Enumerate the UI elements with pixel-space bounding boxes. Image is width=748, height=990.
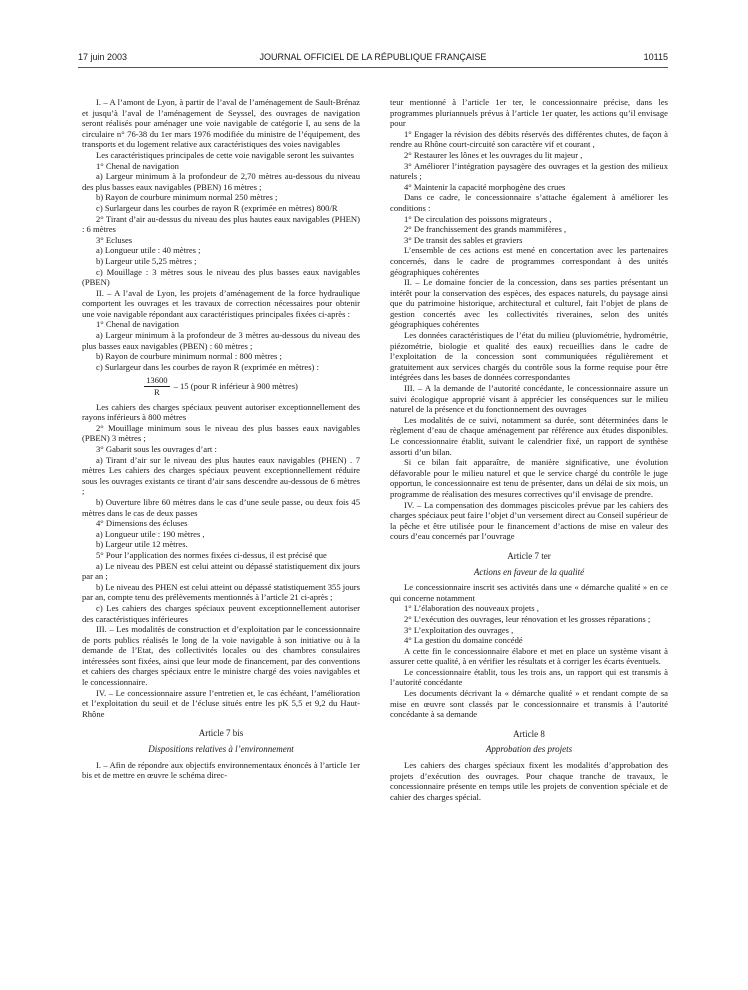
- paragraph: Les caractéristiques principales de cette voie navigable seront les suivantes: [96, 149, 354, 160]
- paragraph: a) Largeur minimum à la profondeur de 3 mètres au-dessous du niveau des plus basses eaux navigables (PBEN) : 60 mètres ;: [82, 330, 360, 351]
- paragraph: b) Ouverture libre 60 mètres dans le cas d’une seule passe, ou deux fois 45 mètres dans le cas de deux passes: [82, 496, 360, 518]
- paragraph: b) Le niveau des PHEN est celui atteint ou dépassé statistiquement 355 jours par an, compte tenu des prélèvements mentionnés à l’article 21 ci-après ;: [82, 581, 360, 603]
- paragraph: 2° Restaurer les lônes et les ouvrages du lit majeur ,: [404, 149, 583, 160]
- paragraph: c) Mouillage : 3 mètres sous le niveau des plus basses eaux navigables (PBEN): [82, 266, 360, 288]
- paragraph: Le concessionnaire établit, tous les trois ans, un rapport qui est transmis à l’autorité concédante: [390, 666, 668, 688]
- paragraph: 5° Pour l’application des normes fixées ci-dessus, il est précisé que: [96, 549, 327, 560]
- paragraph: Dans ce cadre, le concessionnaire s’attache également à améliorer les conditions :: [390, 192, 668, 213]
- left-column: [82, 97, 360, 781]
- page-number: 10115: [643, 52, 668, 62]
- paragraph: b) Rayon de courbure minimum normal 250 mètres ;: [96, 192, 278, 203]
- paragraph: 4° Maintenir la capacité morphogène des crues: [404, 181, 566, 192]
- paragraph: 2° L’exécution des ouvrages, leur rénovation et les grosses réparations ;: [404, 613, 651, 624]
- paragraph: Les cahiers des charges spéciaux fixent les modalités d’approbation des projets d’exécution des ouvrages. Pour chaque tranche de travaux, le concessionnaire présente en temps utile les projets de convention spéciale et de cahier des charges spécial.: [390, 760, 668, 802]
- paragraph: IV. – La compensation des dommages piscicoles prévue par les cahiers des charges spéciaux peut faire l’objet d’un versement direct au Conseil supérieur de la pêche et être utilisée pour le financement d’actions de mise en valeur des cours d’eau concernés par l’ouvrage: [390, 499, 668, 542]
- paragraph: c) Surlargeur dans les courbes de rayon R (exprimée en mètres) :: [96, 361, 319, 372]
- formula-numerator: 13600: [146, 375, 168, 386]
- article-subheading: Actions en faveur de la qualité: [473, 566, 585, 577]
- paragraph: 1° L’élaboration des nouveaux projets ,: [404, 603, 539, 614]
- paragraph: 3° De transit des sables et graviers: [404, 234, 523, 245]
- paragraph: 3° L’exploitation des ouvrages ,: [404, 624, 514, 635]
- paragraph: Les documents décrivant la « démarche qualité » et rendant compte de sa mise en œuvre sont classés par le concessionnaire et transmis à l’autorité concédante à sa demande: [390, 688, 668, 720]
- paragraph: 2° Tirant d’air au-dessus du niveau des plus hautes eaux navigables (PHEN) : 6 mètres: [82, 213, 360, 235]
- formula-fraction: [144, 375, 169, 397]
- paragraph: II. – Le domaine foncier de la concession, dans ses parties présentant un intérêt pour la conservation des espèces, des espaces naturels, du paysage ainsi que du patrimoine historique, architectural et culturel, fait l’objet de plans de gestion concertés avec les collectivités riveraines, selon des unités géographiques cohérentes: [390, 277, 668, 330]
- paragraph: c) Les cahiers des charges spéciaux peuvent exceptionnellement autoriser des caractéristiques inférieures: [82, 602, 360, 624]
- paragraph: 3° Améliorer l’intégration paysagère des ouvrages et la gestion des milieux naturels ;: [390, 160, 668, 182]
- paragraph: II. – A l’aval de Lyon, les projets d’aménagement de la force hydraulique comportent les ouvrages et les travaux de correction nécessaires pour obtenir une voie navigable répondant aux caractéristiques principales fixées ci-après :: [82, 287, 360, 319]
- paragraph: 2° De franchissement des grands mammifères ,: [404, 224, 567, 235]
- paragraph: 1° Engager la révision des débits réservés des différentes chutes, de façon à rendre au Rhône court-circuité son caractère vif et courant ,: [390, 128, 668, 150]
- article-heading: Article 7 bis: [198, 728, 244, 739]
- paragraph: Les modalités de ce suivi, notamment sa durée, sont déterminées dans le règlement d’eau de chaque aménagement par référence aux études disponibles. Le concessionnaire établit, suivant le calendrier fixé, un rapport de synthèse assorti d’un bilan.: [390, 414, 668, 457]
- article-subheading: Approbation des projets: [485, 744, 573, 755]
- paragraph: L’ensemble de ces actions est mené en concertation avec les partenaires concernés, dans le cadre de programmes correspondant à des unités géographiques cohérentes: [390, 245, 668, 277]
- paragraph: 4° Dimensions des écluses: [96, 518, 188, 529]
- paragraph: Le concessionnaire inscrit ses activités dans une « démarche qualité » en ce qui concerne notamment: [390, 582, 668, 603]
- article-subheading: Dispositions relatives à l’environnement: [148, 744, 294, 755]
- paragraph: Les cahiers des charges spéciaux peuvent autoriser exceptionnellement des rayons inférieurs à 800 mètres: [82, 401, 360, 423]
- page-header: [78, 52, 668, 66]
- paragraph: teur mentionné à l’article 1er ter, le concessionnaire précise, dans les programmes pluriannuels prévus à l’article 1er quater, les actions qu’il envisage pour: [390, 97, 668, 129]
- paragraph: III. – Les modalités de construction et d’exploitation par le concessionnaire de ports publics réalisés le long de la voie navigable à son initiative ou à la demande de l’Etat, des collectivités locales ou des chambres consulaires intéressées sont fixées, ainsi que leur mode de financement, par des conventions et cahiers des charges spéciaux entre le ministre chargé des voies navigables et le concessionnaire.: [82, 624, 360, 688]
- paragraph: a) Largeur minimum à la profondeur de 2,70 mètres au-dessous du niveau des plus basses eaux navigables (PBEN) 16 mètres ;: [82, 171, 360, 192]
- paragraph: a) Le niveau des PBEN est celui atteint ou dépassé statistiquement dix jours par an ;: [82, 560, 360, 582]
- paragraph: 1° Chenal de navigation: [96, 319, 179, 330]
- surlargeur-formula: [82, 375, 360, 397]
- header-rule: [78, 67, 668, 68]
- paragraph: 4° La gestion du domaine concédé: [404, 635, 523, 646]
- paragraph: Les données caractéristiques de l’état du milieu (pluviométrie, hydrométrie, piézométrie, biologie et qualité des eaux) recueillies dans le cadre de l’exploitation de la concession sont communiquées régulièrement et gratuitement aux services chargés du contrôle sous la forme requise pour être intégrées dans les bases de données correspondantes: [390, 330, 668, 383]
- paragraph: a) Longueur utile : 190 mètres ,: [96, 528, 205, 539]
- paragraph: 2° Mouillage minimum sous le niveau des plus basses eaux navigables (PBEN) 3 mètres ;: [82, 422, 360, 444]
- article-heading: Article 7 ter: [507, 550, 551, 561]
- formula-denominator: R: [153, 387, 160, 398]
- paragraph: A cette fin le concessionnaire élabore et met en place un système visant à assurer cette qualité, à en vérifier les résultats et à corriger les écarts éventuels.: [390, 645, 668, 667]
- paragraph: 3° Ecluses: [96, 234, 133, 245]
- article-heading: Article 8: [513, 728, 545, 739]
- paragraph: 1° De circulation des poissons migrateurs ,: [404, 213, 552, 224]
- paragraph: b) Largeur utile 12 mètres.: [96, 539, 188, 550]
- paragraph: 1° Chenal de navigation: [96, 160, 179, 171]
- journal-title: JOURNAL OFFICIEL DE LA RÉPUBLIQUE FRANÇAISE: [259, 52, 487, 62]
- paragraph: b) Largeur utile 5,25 mètres ;: [96, 255, 197, 266]
- paragraph: I. – A l’amont de Lyon, à partir de l’aval de l’aménagement de Sault-Brénaz et jusqu’à l’aval de l’aménagement de Seyssel, des ouvrages de navigation seront réalisés pour aménager une voie navigable de catégorie I, au sens de la circulaire n° 76-38 du 1er mars 1976 modifiée du ministre de l’équipement, des transports et du logement relative aux caractéristiques des voies navigables: [82, 97, 360, 150]
- paragraph: I. – Afin de répondre aux objectifs environnementaux énoncés à l’article 1er bis et de mettre en œuvre le schéma direc-: [82, 759, 360, 781]
- right-column: [390, 97, 668, 802]
- paragraph: 3° Gabarit sous les ouvrages d’art :: [96, 444, 217, 454]
- paragraph: a) Tirant d’air sur le niveau des plus hautes eaux navigables (PHEN) . 7 mètres Les cahiers des charges spéciaux peuvent exceptionnellement réduire sous les ouvrages existants ce tirant d’air sans descendre au-dessous de 6 mètres ;: [82, 454, 360, 497]
- issue-date: 17 juin 2003: [78, 52, 128, 62]
- paragraph: Si ce bilan fait apparaître, de manière significative, une évolution défavorable pour le milieu naturel et que le service chargé du contrôle le juge opportun, le concessionnaire est tenu de présenter, dans un délai de six mois, un programme de réalisation des mesures correctives qu’il envisage de prendre.: [390, 457, 668, 499]
- paragraph: III. – A la demande de l’autorité concédante, le concessionnaire assure un suivi écologique approprié visant à apprécier les conséquences sur le milieu naturel de la présence et du fonctionnement des ouvrages: [390, 383, 668, 415]
- paragraph: a) Longueur utile : 40 mètres ;: [96, 245, 201, 256]
- paragraph: c) Surlargeur dans les courbes de rayon R (exprimée en mètres) 800/R: [96, 202, 338, 213]
- formula-rest: – 15 (pour R inférieur à 900 mètres): [173, 381, 298, 392]
- paragraph: b) Rayon de courbure minimum normal : 800 mètres ;: [96, 351, 282, 362]
- paragraph: IV. – Le concessionnaire assure l’entretien et, le cas échéant, l’amélioration et l’exploitation du seuil et de l’écluse situés entre les pK 5,5 et 9,2 du Haut-Rhône: [82, 687, 360, 719]
